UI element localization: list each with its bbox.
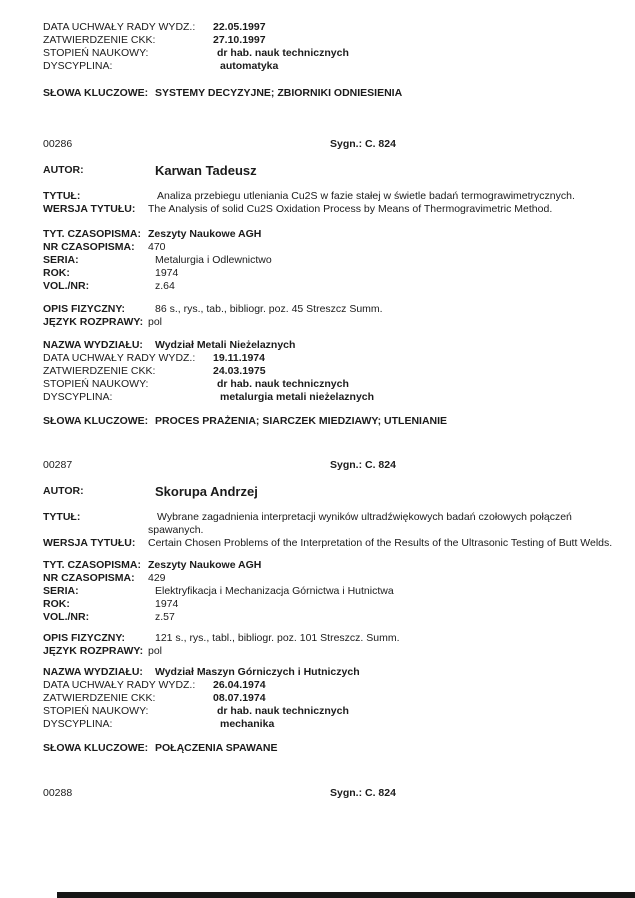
field-data-uchwaly-label: DATA UCHWAŁY RADY WYDZ.:: [43, 352, 196, 364]
field-rok-label: ROK:: [43, 267, 70, 279]
field-tytul-value: Analiza przebiegu utleniania Cu2S w fazie stałej w świetle badań termograwimetrycznych.: [157, 190, 575, 202]
field-tyt-czasopisma: [43, 559, 617, 572]
field-zatwierdzenie-ckk-value: 24.03.1975: [213, 365, 266, 377]
field-wersja-tytulu: [43, 537, 617, 550]
field-seria: [43, 585, 617, 598]
field-stopien-naukowy-value: dr hab. nauk technicznych: [217, 47, 349, 59]
field-rok-label: ROK:: [43, 598, 70, 610]
record-header: [43, 138, 617, 151]
field-stopien-naukowy: [43, 47, 617, 60]
field-tytul: [43, 190, 617, 203]
field-zatwierdzenie-ckk-value: 08.07.1974: [213, 692, 266, 704]
field-rok: [43, 267, 617, 280]
field-zatwierdzenie-ckk-label: ZATWIERDZENIE CKK:: [43, 34, 156, 46]
field-data-uchwaly-value: 26.04.1974: [213, 679, 266, 691]
field-dyscyplina-label: DYSCYPLINA:: [43, 718, 113, 730]
field-jezyk-rozprawy: [43, 316, 617, 329]
field-opis-fizyczny-value: 121 s., rys., tabl., bibliogr. poz. 101 Streszcz. Summ.: [155, 632, 400, 644]
field-dyscyplina-value: metalurgia metali nieżelaznych: [220, 391, 375, 403]
field-seria-label: SERIA:: [43, 585, 79, 597]
field-jezyk-rozprawy-label: JĘZYK ROZPRAWY:: [43, 645, 144, 657]
field-nr-czasopisma-label: NR CZASOPISMA:: [43, 241, 135, 253]
field-stopien-naukowy-label: STOPIEŃ NAUKOWY:: [43, 378, 149, 390]
field-vol-nr: [43, 280, 617, 293]
field-stopien-naukowy-label: STOPIEŃ NAUKOWY:: [43, 47, 149, 59]
field-nazwa-wydzialu-label: NAZWA WYDZIAŁU:: [43, 339, 143, 351]
field-dyscyplina: [43, 718, 617, 731]
field-nr-czasopisma-value: 429: [148, 572, 166, 584]
field-jezyk-rozprawy-value: pol: [148, 645, 163, 657]
field-stopien-naukowy: [43, 378, 617, 391]
field-stopien-naukowy: [43, 705, 617, 718]
field-nr-czasopisma-label: NR CZASOPISMA:: [43, 572, 135, 584]
record-signature: Sygn.: C. 824: [330, 138, 396, 150]
field-data-uchwaly: [43, 21, 617, 34]
field-autor: [43, 163, 617, 178]
field-seria-label: SERIA:: [43, 254, 79, 266]
field-slowa-kluczowe-value: SYSTEMY DECYZYJNE; ZBIORNIKI ODNIESIENIA: [155, 87, 403, 99]
field-tyt-czasopisma-value: Zeszyty Naukowe AGH: [148, 228, 262, 240]
field-slowa-kluczowe: [43, 415, 617, 428]
field-dyscyplina: [43, 60, 617, 73]
field-stopien-naukowy-value: dr hab. nauk technicznych: [217, 378, 349, 390]
field-wersja-tytulu: [43, 203, 617, 216]
field-seria-value: Elektryfikacja i Mechanizacja Górnictwa i Hutnictwa: [155, 585, 394, 597]
field-zatwierdzenie-ckk: [43, 692, 617, 705]
record: [43, 138, 617, 428]
field-data-uchwaly-value: 19.11.1974: [213, 352, 265, 364]
field-tyt-czasopisma: [43, 228, 617, 241]
field-tytul: [43, 511, 617, 537]
field-tytul-value: Wybrane zagadnienia interpretacji wyników ultradźwiękowych badań czołowych połączeń spawanych.: [148, 511, 572, 536]
record-number: 00288: [43, 787, 73, 799]
field-dyscyplina-value: mechanika: [220, 718, 275, 730]
field-dyscyplina: [43, 391, 617, 404]
field-opis-fizyczny: [43, 303, 617, 316]
field-opis-fizyczny: [43, 632, 617, 645]
field-vol-nr-value: z.57: [155, 611, 175, 623]
field-data-uchwaly: [43, 679, 617, 692]
field-opis-fizyczny-label: OPIS FIZYCZNY:: [43, 632, 126, 644]
field-wersja-tytulu-value: Certain Chosen Problems of the Interpretation of the Results of the Ultrasonic Testing of Butt Welds.: [148, 537, 613, 549]
record-header: [43, 787, 617, 800]
field-autor-value: Skorupa Andrzej: [155, 484, 258, 499]
record: [43, 787, 617, 800]
field-dyscyplina-label: DYSCYPLINA:: [43, 391, 113, 403]
scan-edge-artifact: [57, 892, 635, 898]
field-rok-value: 1974: [155, 598, 179, 610]
field-seria: [43, 254, 617, 267]
field-stopien-naukowy-label: STOPIEŃ NAUKOWY:: [43, 705, 149, 717]
field-zatwierdzenie-ckk-label: ZATWIERDZENIE CKK:: [43, 365, 156, 377]
field-wersja-tytulu-label: WERSJA TYTUŁU:: [43, 537, 136, 549]
field-wersja-tytulu-value: The Analysis of solid Cu2S Oxidation Process by Means of Thermogravimetric Method.: [148, 203, 553, 215]
field-slowa-kluczowe-value: POŁĄCZENIA SPAWANE: [155, 742, 278, 754]
field-nazwa-wydzialu-label: NAZWA WYDZIAŁU:: [43, 666, 143, 678]
field-rok: [43, 598, 617, 611]
field-opis-fizyczny-label: OPIS FIZYCZNY:: [43, 303, 126, 315]
field-opis-fizyczny-value: 86 s., rys., tab., bibliogr. poz. 45 Streszcz Summ.: [155, 303, 383, 315]
field-autor-value: Karwan Tadeusz: [155, 163, 257, 178]
field-autor-label: AUTOR:: [43, 485, 84, 497]
record-signature: Sygn.: C. 824: [330, 459, 396, 471]
field-vol-nr: [43, 611, 617, 624]
field-slowa-kluczowe: [43, 742, 617, 755]
field-nr-czasopisma: [43, 241, 617, 254]
field-jezyk-rozprawy-label: JĘZYK ROZPRAWY:: [43, 316, 144, 328]
field-vol-nr-label: VOL./NR:: [43, 280, 90, 292]
field-data-uchwaly-value: 22.05.1997: [213, 21, 266, 33]
field-seria-value: Metalurgia i Odlewnictwo: [155, 254, 272, 266]
field-nr-czasopisma: [43, 572, 617, 585]
record-number: 00286: [43, 138, 73, 150]
field-vol-nr-value: z.64: [155, 280, 175, 292]
record: [43, 459, 617, 755]
field-wersja-tytulu-label: WERSJA TYTUŁU:: [43, 203, 136, 215]
field-tyt-czasopisma-label: TYT. CZASOPISMA:: [43, 559, 142, 571]
field-slowa-kluczowe: [43, 87, 617, 100]
field-autor-label: AUTOR:: [43, 164, 84, 176]
field-tyt-czasopisma-label: TYT. CZASOPISMA:: [43, 228, 142, 240]
field-jezyk-rozprawy: [43, 645, 617, 658]
field-nazwa-wydzialu-value: Wydział Metali Nieżelaznych: [155, 339, 296, 351]
field-tytul-label: TYTUŁ:: [43, 190, 81, 202]
field-slowa-kluczowe-value: PROCES PRAŻENIA; SIARCZEK MIEDZIAWY; UTLENIANIE: [155, 415, 448, 427]
field-rok-value: 1974: [155, 267, 179, 279]
field-slowa-kluczowe-label: SŁOWA KLUCZOWE:: [43, 742, 149, 754]
field-nazwa-wydzialu: [43, 339, 617, 352]
field-vol-nr-label: VOL./NR:: [43, 611, 90, 623]
field-zatwierdzenie-ckk-label: ZATWIERDZENIE CKK:: [43, 692, 156, 704]
field-nazwa-wydzialu-value: Wydział Maszyn Górniczych i Hutniczych: [155, 666, 360, 678]
field-zatwierdzenie-ckk: [43, 34, 617, 47]
field-data-uchwaly-label: DATA UCHWAŁY RADY WYDZ.:: [43, 679, 196, 691]
field-data-uchwaly: [43, 352, 617, 365]
field-dyscyplina-value: automatyka: [220, 60, 279, 72]
field-zatwierdzenie-ckk: [43, 365, 617, 378]
field-dyscyplina-label: DYSCYPLINA:: [43, 60, 113, 72]
field-tyt-czasopisma-value: Zeszyty Naukowe AGH: [148, 559, 262, 571]
field-slowa-kluczowe-label: SŁOWA KLUCZOWE:: [43, 87, 149, 99]
record-header: [43, 459, 617, 472]
field-data-uchwaly-label: DATA UCHWAŁY RADY WYDZ.:: [43, 21, 196, 33]
record-continuation: [43, 21, 617, 100]
field-slowa-kluczowe-label: SŁOWA KLUCZOWE:: [43, 415, 149, 427]
field-jezyk-rozprawy-value: pol: [148, 316, 163, 328]
record-signature: Sygn.: C. 824: [330, 787, 396, 799]
record-number: 00287: [43, 459, 73, 471]
field-nr-czasopisma-value: 470: [148, 241, 166, 253]
field-zatwierdzenie-ckk-value: 27.10.1997: [213, 34, 266, 46]
field-stopien-naukowy-value: dr hab. nauk technicznych: [217, 705, 349, 717]
field-autor: [43, 484, 617, 499]
field-tytul-label: TYTUŁ:: [43, 511, 81, 523]
field-nazwa-wydzialu: [43, 666, 617, 679]
